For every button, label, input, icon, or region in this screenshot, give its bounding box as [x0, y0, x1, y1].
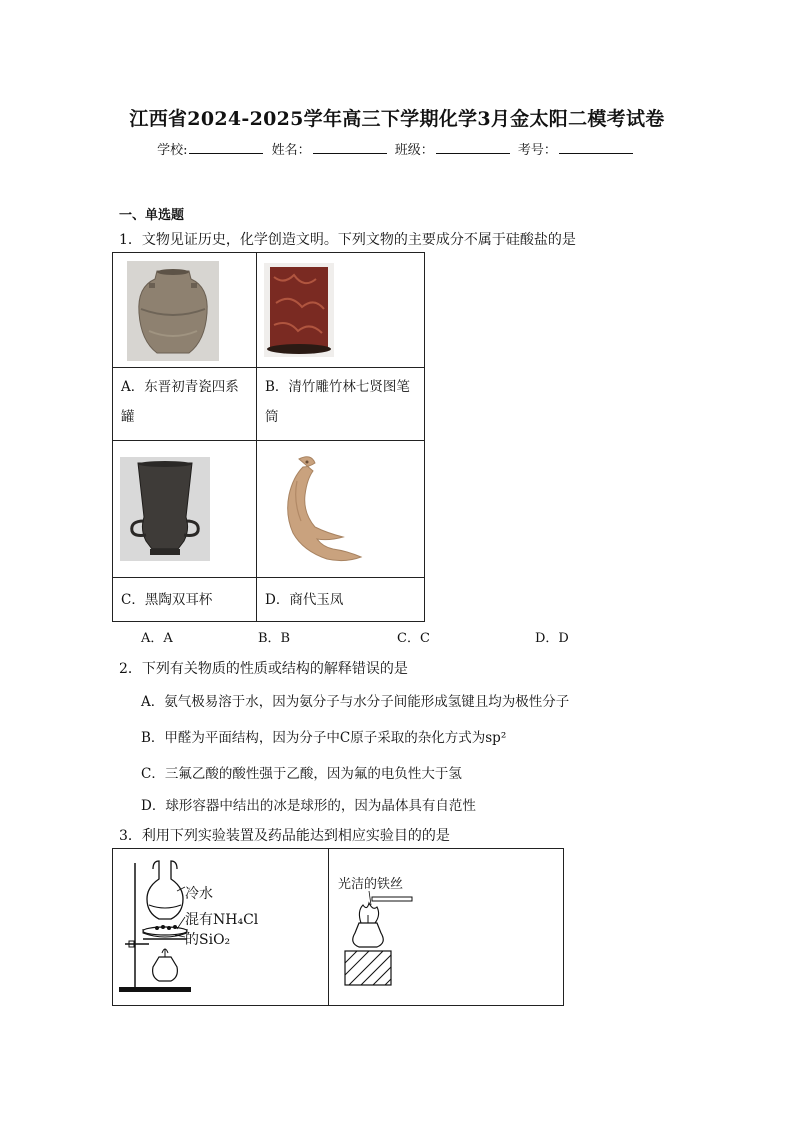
q2-option-d[interactable]: D．球形容器中结出的冰是球形的，因为晶体具有自范性 — [141, 798, 476, 814]
class-label: 班级： — [394, 143, 434, 158]
q1-option-d-label: D．商代玉凤 — [265, 592, 344, 608]
name-label: 姓名： — [271, 143, 311, 158]
student-info-line — [0, 139, 794, 158]
q3-table — [112, 848, 564, 1006]
celadon-jar-image — [127, 261, 219, 361]
q3-apparatus-1 — [113, 849, 329, 1006]
q3-stem: 3．利用下列实验装置及药品能达到相应实验目的的是 — [119, 828, 450, 844]
id-label: 考号： — [517, 143, 557, 158]
school-blank[interactable] — [189, 141, 263, 154]
label-nh4cl-mixture: 混有NH₄Cl — [185, 912, 259, 928]
q1-choice-d[interactable]: D．D — [535, 631, 569, 646]
name-blank[interactable] — [313, 141, 387, 154]
q1-stem: 1．文物见证历史，化学创造文明。下列文物的主要成分不属于硅酸盐的是 — [119, 232, 576, 248]
id-blank[interactable] — [559, 141, 633, 154]
black-pottery-cup-image — [120, 457, 210, 561]
q2-option-c[interactable]: C．三氟乙酸的酸性强于乙酸，因为氟的电负性大于氢 — [141, 766, 462, 782]
q1-choice-a[interactable]: A．A — [141, 631, 173, 646]
q1-cell-a-image — [113, 253, 257, 368]
bamboo-brush-pot-image — [264, 263, 334, 357]
q1-option-c-label: C．黑陶双耳杯 — [121, 592, 213, 608]
exam-title: 江西省2024-2025学年高三下学期化学3月金太阳二模考试卷 — [129, 108, 665, 130]
q1-cell-d-image — [257, 441, 425, 578]
q1-cell-c-image — [113, 441, 257, 578]
q3-apparatus-2 — [329, 849, 564, 1006]
flame-test-diagram — [329, 849, 563, 1005]
q1-option-b-label: B．清竹雕竹林七贤图笔筒 — [265, 379, 410, 425]
label-cold-water: 冷水 — [185, 886, 213, 902]
q2-stem: 2．下列有关物质的性质或结构的解释错误的是 — [119, 661, 408, 677]
section-title: 一、单选题 — [119, 208, 185, 223]
q1-table — [112, 252, 425, 622]
label-sio2: 的SiO₂ — [185, 932, 231, 948]
q1-cell-b-image — [257, 253, 425, 368]
q1-choice-b[interactable]: B．B — [258, 631, 291, 646]
school-label: 学校: — [157, 143, 188, 158]
class-blank[interactable] — [436, 141, 510, 154]
label-clean-iron-wire: 光洁的铁丝 — [338, 877, 404, 892]
q1-choice-c[interactable]: C．C — [397, 631, 430, 646]
jade-phoenix-image — [263, 451, 373, 571]
q1-option-a-label: A．东晋初青瓷四系罐 — [121, 379, 239, 425]
q2-option-a[interactable]: A．氨气极易溶于水，因为氨分子与水分子间能形成氢键且均为极性分子 — [141, 694, 570, 710]
q2-option-b[interactable]: B．甲醛为平面结构，因为分子中C原子采取的杂化方式为sp² — [141, 730, 507, 746]
